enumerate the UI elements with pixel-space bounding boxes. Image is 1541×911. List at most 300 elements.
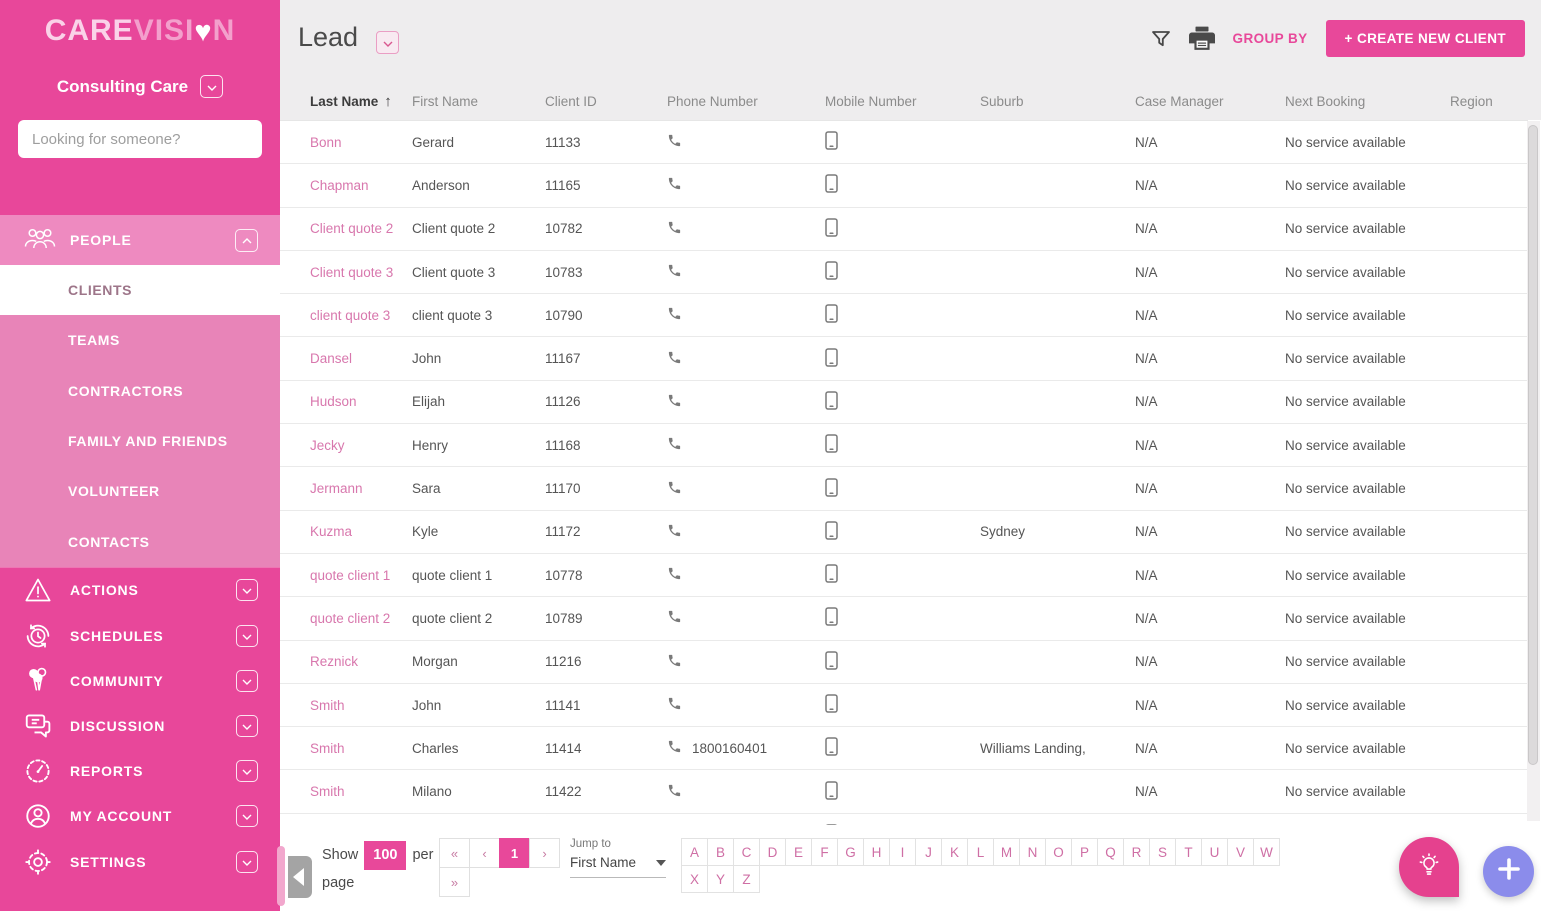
- cell-phone: [667, 566, 825, 584]
- alphabet-filter-u[interactable]: U: [1201, 838, 1228, 866]
- logo-text-visi: VISI: [133, 14, 195, 47]
- cell-next_booking: No service available: [1285, 134, 1406, 150]
- client-last-name-link[interactable]: Jermann: [310, 481, 363, 497]
- create-new-client-button[interactable]: + CREATE NEW CLIENT: [1326, 20, 1525, 57]
- phone-icon[interactable]: [667, 350, 682, 368]
- sidebar-item-contractors[interactable]: [0, 366, 280, 416]
- phone-icon[interactable]: [667, 393, 682, 411]
- sidebar-scrollbar-thumb[interactable]: [277, 846, 285, 906]
- column-header-last_name[interactable]: [310, 93, 412, 110]
- alphabet-filter-s[interactable]: S: [1149, 838, 1176, 866]
- cell-phone: [667, 480, 825, 498]
- logo-text-care: CARE: [44, 14, 134, 47]
- alphabet-filter-e[interactable]: E: [785, 838, 812, 866]
- cell-case_manager: N/A: [1135, 177, 1158, 193]
- cell-case_manager: N/A: [1135, 654, 1158, 670]
- phone-icon[interactable]: [667, 220, 682, 238]
- cell-case_manager: N/A: [1135, 437, 1158, 453]
- mobile-icon[interactable]: [825, 348, 838, 370]
- cell-mobile: [825, 174, 980, 196]
- chevron-down-icon: [242, 627, 252, 645]
- sidebar-item-label: MY ACCOUNT: [70, 808, 173, 825]
- cell-mobile: [825, 348, 980, 370]
- sidebar-item-teams[interactable]: [0, 315, 280, 365]
- page-1-button[interactable]: 1: [499, 838, 530, 868]
- alphabet-filter-z[interactable]: Z: [733, 865, 760, 893]
- previous-page-button[interactable]: ‹: [469, 838, 500, 868]
- column-header-label: Suburb: [980, 93, 1024, 109]
- mobile-icon[interactable]: [825, 261, 838, 283]
- expand-section-button[interactable]: [236, 805, 258, 827]
- cell-client_id: 11414: [545, 740, 582, 756]
- phone-icon[interactable]: [667, 263, 682, 281]
- group-by-button[interactable]: GROUP BY: [1232, 31, 1308, 46]
- table-row[interactable]: [280, 424, 1528, 467]
- lead-view-dropdown-button[interactable]: [376, 31, 399, 54]
- client-last-name-link[interactable]: Hudson: [310, 394, 357, 410]
- mobile-icon[interactable]: [825, 434, 838, 456]
- chevron-up-icon: [242, 231, 252, 249]
- cell-first_name: Henry: [412, 437, 449, 453]
- cell-next_booking: No service available: [1285, 784, 1406, 800]
- client-last-name-link[interactable]: Smith: [310, 697, 345, 713]
- alphabet-filter-c[interactable]: C: [733, 838, 760, 866]
- cell-client_id: 11172: [545, 524, 581, 540]
- expand-section-button[interactable]: [236, 851, 258, 873]
- sidebar-item-label: SETTINGS: [70, 853, 147, 870]
- cell-phone: [667, 609, 825, 627]
- plus-icon: [1497, 857, 1521, 886]
- sidebar-item-label: COMMUNITY: [70, 672, 164, 689]
- alphabet-filter-o[interactable]: O: [1045, 838, 1072, 866]
- cell-next_booking: No service available: [1285, 264, 1406, 280]
- account-icon: [22, 800, 54, 832]
- cell-first_name: John: [412, 697, 442, 713]
- cell-client_id: 11126: [545, 394, 581, 410]
- sidebar-item-volunteer[interactable]: [0, 466, 280, 516]
- organisation-dropdown-button[interactable]: [200, 75, 223, 98]
- column-header-label: Mobile Number: [825, 93, 917, 109]
- cell-case_manager: N/A: [1135, 784, 1158, 800]
- cell-mobile: [825, 218, 980, 240]
- warning-icon: [22, 574, 54, 606]
- cell-mobile: [825, 564, 980, 586]
- cell-phone: [667, 133, 825, 151]
- jump-to-value: First Name: [570, 855, 637, 870]
- alphabet-filter-m[interactable]: M: [993, 838, 1020, 866]
- cell-client_id: 11216: [545, 654, 582, 670]
- sidebar-item-reports[interactable]: [0, 749, 280, 794]
- sidebar-menu: [0, 567, 280, 884]
- mobile-icon[interactable]: [825, 651, 838, 673]
- cell-last_name: [310, 481, 412, 496]
- cell-phone: [667, 436, 825, 454]
- pager: [440, 839, 570, 897]
- cell-mobile: [825, 131, 980, 153]
- table-row[interactable]: [280, 554, 1528, 597]
- mobile-icon[interactable]: [825, 478, 838, 500]
- cell-mobile: [825, 391, 980, 413]
- cell-last_name: [310, 438, 412, 453]
- cell-case_manager: N/A: [1135, 740, 1158, 756]
- cell-next_booking: No service available: [1285, 177, 1406, 193]
- table-row[interactable]: [280, 641, 1528, 684]
- sidebar: [0, 0, 280, 911]
- phone-icon[interactable]: [667, 566, 682, 584]
- cell-next_booking: No service available: [1285, 654, 1406, 670]
- mobile-icon[interactable]: [825, 131, 838, 153]
- phone-number-value: 1800160401: [692, 740, 768, 756]
- cell-client_id: 11141: [545, 697, 581, 713]
- client-last-name-link[interactable]: Reznick: [310, 654, 359, 670]
- carevision-logo: [0, 14, 280, 49]
- cell-case_manager: N/A: [1135, 307, 1158, 323]
- mobile-icon[interactable]: [825, 304, 838, 326]
- alphabet-filter-h[interactable]: H: [863, 838, 890, 866]
- phone-icon[interactable]: [667, 739, 682, 757]
- table-row[interactable]: [280, 251, 1528, 294]
- lightbulb-icon: [1415, 851, 1443, 884]
- phone-icon[interactable]: [667, 609, 682, 627]
- client-last-name-link[interactable]: Client quote 3: [310, 264, 394, 280]
- phone-icon[interactable]: [667, 133, 682, 151]
- page-title: Lead: [298, 22, 359, 52]
- help-tips-button[interactable]: [1399, 837, 1459, 897]
- phone-icon[interactable]: [667, 480, 682, 498]
- jump-to-control: [570, 838, 666, 878]
- filter-icon[interactable]: [1151, 29, 1171, 49]
- cell-phone: [667, 263, 825, 281]
- cell-case_manager: N/A: [1135, 697, 1158, 713]
- phone-icon[interactable]: [667, 306, 682, 324]
- mobile-icon[interactable]: [825, 737, 838, 759]
- mobile-icon[interactable]: [825, 391, 838, 413]
- add-button[interactable]: [1483, 846, 1534, 897]
- per-page-label: per page: [322, 847, 434, 891]
- cell-next_booking: No service available: [1285, 221, 1406, 237]
- cell-last_name: [310, 394, 412, 409]
- client-last-name-link[interactable]: Client quote 2: [310, 221, 394, 237]
- cell-case_manager: N/A: [1135, 524, 1158, 540]
- alphabet-filter-a[interactable]: A: [681, 838, 708, 866]
- cell-mobile: [825, 651, 980, 673]
- cell-last_name: [310, 611, 412, 626]
- sidebar-item-label: SCHEDULES: [70, 627, 164, 644]
- phone-icon[interactable]: [667, 783, 682, 801]
- cell-mobile: [825, 304, 980, 326]
- client-last-name-link[interactable]: Dansel: [310, 351, 353, 367]
- sidebar-collapse-handle[interactable]: [288, 856, 312, 898]
- client-last-name-link[interactable]: Chapman: [310, 177, 369, 193]
- cell-next_booking: No service available: [1285, 697, 1406, 713]
- cell-phone: [667, 220, 825, 238]
- heart-icon: ♥: [194, 16, 213, 48]
- cell-mobile: [825, 521, 980, 543]
- column-header-case_manager[interactable]: [1135, 94, 1285, 109]
- chevron-down-icon: [383, 34, 393, 52]
- alphabet-filter-p[interactable]: P: [1071, 838, 1098, 866]
- first-page-button[interactable]: «: [439, 838, 470, 868]
- alphabet-filter-l[interactable]: L: [967, 838, 994, 866]
- search-input[interactable]: [18, 120, 262, 158]
- table-row[interactable]: [280, 511, 1528, 554]
- cell-first_name: quote client 1: [412, 567, 493, 583]
- mobile-icon[interactable]: [825, 521, 838, 543]
- sidebar-item-settings[interactable]: [0, 839, 280, 884]
- cell-last_name: [310, 741, 412, 756]
- column-header-suburb[interactable]: [980, 94, 1135, 109]
- cell-first_name: Kyle: [412, 524, 439, 540]
- table-row[interactable]: [280, 381, 1528, 424]
- sidebar-item-my-account[interactable]: [0, 794, 280, 839]
- cell-next_booking: No service available: [1285, 307, 1406, 323]
- sidebar-item-label: DISCUSSION: [70, 717, 166, 734]
- column-header-phone[interactable]: [667, 94, 825, 109]
- table-row[interactable]: [280, 294, 1528, 337]
- mobile-icon[interactable]: [825, 607, 838, 629]
- sidebar-item-community[interactable]: [0, 658, 280, 703]
- sidebar-item-label: PEOPLE: [70, 232, 132, 248]
- phone-icon[interactable]: [667, 436, 682, 454]
- cell-mobile: [825, 737, 980, 759]
- cell-first_name: Client quote 3: [412, 264, 496, 280]
- sidebar-item-schedules[interactable]: [0, 613, 280, 658]
- next-page-button[interactable]: ›: [529, 838, 560, 868]
- mobile-icon[interactable]: [825, 218, 838, 240]
- column-header-label: Phone Number: [667, 93, 758, 109]
- alphabet-filter-g[interactable]: G: [837, 838, 864, 866]
- phone-icon[interactable]: [667, 696, 682, 714]
- client-last-name-link[interactable]: Smith: [310, 740, 345, 756]
- table-scrollbar-thumb[interactable]: [1528, 125, 1538, 765]
- table-header-row: [280, 82, 1528, 120]
- people-submenu: [0, 265, 280, 567]
- column-header-label: Case Manager: [1135, 93, 1224, 109]
- alphabet-filter-t[interactable]: T: [1175, 838, 1202, 866]
- cell-last_name: [310, 524, 412, 539]
- cell-first_name: Sara: [412, 481, 441, 497]
- expand-section-button[interactable]: [236, 670, 258, 692]
- client-last-name-link[interactable]: Kuzma: [310, 524, 353, 540]
- column-header-label: Next Booking: [1285, 93, 1366, 109]
- cell-phone: [667, 350, 825, 368]
- table-scrollbar-track[interactable]: [1527, 121, 1540, 821]
- client-last-name-link[interactable]: quote client 1: [310, 567, 391, 583]
- client-last-name-link[interactable]: quote client 2: [310, 610, 391, 626]
- alphabet-filter-y[interactable]: Y: [707, 865, 734, 893]
- column-header-label: Region: [1450, 93, 1493, 109]
- cell-phone: [667, 696, 825, 714]
- alphabet-filter-q[interactable]: Q: [1097, 838, 1124, 866]
- alphabet-filter-n[interactable]: N: [1019, 838, 1046, 866]
- cell-client_id: 10789: [545, 610, 583, 626]
- phone-icon[interactable]: [667, 653, 682, 671]
- sidebar-item-label: CLIENTS: [68, 282, 133, 299]
- column-header-label: Last Name: [310, 93, 379, 109]
- column-header-mobile[interactable]: [825, 94, 980, 109]
- mobile-icon[interactable]: [825, 564, 838, 586]
- triangle-left-icon: [293, 868, 304, 886]
- pagination-footer: [280, 825, 1541, 911]
- cell-first_name: client quote 3: [412, 307, 493, 323]
- table-row[interactable]: [280, 208, 1528, 251]
- settings-icon: [22, 846, 54, 878]
- show-label: Show: [322, 847, 359, 863]
- jump-to-select[interactable]: [570, 855, 666, 878]
- cell-last_name: [310, 654, 412, 669]
- cell-client_id: 10790: [545, 307, 583, 323]
- column-header-label: Client ID: [545, 93, 597, 109]
- sort-ascending-icon[interactable]: ↑: [384, 92, 392, 110]
- logo-text-n: N: [212, 14, 236, 47]
- schedule-icon: [22, 620, 54, 652]
- chevron-down-icon: [242, 762, 252, 780]
- sidebar-item-label: TEAMS: [68, 332, 120, 349]
- column-header-label: First Name: [412, 93, 479, 109]
- cell-mobile: [825, 434, 980, 456]
- cell-next_booking: No service available: [1285, 567, 1406, 583]
- expand-section-button[interactable]: [236, 715, 258, 737]
- cell-client_id: 11165: [545, 177, 581, 193]
- cell-client_id: 10783: [545, 264, 583, 280]
- cell-client_id: 10782: [545, 221, 583, 237]
- table-row[interactable]: [280, 597, 1528, 640]
- cell-last_name: [310, 135, 412, 150]
- cell-last_name: [310, 568, 412, 583]
- cell-phone: [667, 739, 825, 757]
- cell-client_id: 10778: [545, 567, 583, 583]
- table-row[interactable]: [280, 121, 1528, 164]
- sidebar-item-family-and-friends[interactable]: [0, 416, 280, 466]
- alphabet-filter-x[interactable]: X: [681, 865, 708, 893]
- cell-case_manager: N/A: [1135, 567, 1158, 583]
- table-row[interactable]: [280, 337, 1528, 380]
- alphabet-filter-r[interactable]: R: [1123, 838, 1150, 866]
- sidebar-item-actions[interactable]: [0, 568, 280, 613]
- expand-section-button[interactable]: [236, 625, 258, 647]
- sidebar-item-label: FAMILY AND FRIENDS: [68, 433, 228, 450]
- sidebar-item-clients[interactable]: [0, 265, 280, 315]
- sidebar-item-label: VOLUNTEER: [68, 483, 160, 500]
- sidebar-item-label: REPORTS: [70, 763, 144, 780]
- table-row[interactable]: [280, 770, 1528, 813]
- cell-mobile: [825, 607, 980, 629]
- client-last-name-link[interactable]: Jecky: [310, 437, 345, 453]
- collapse-section-button[interactable]: [235, 229, 258, 252]
- expand-section-button[interactable]: [236, 760, 258, 782]
- cell-case_manager: N/A: [1135, 221, 1158, 237]
- jump-to-label: Jump to: [570, 838, 611, 850]
- people-icon: [22, 225, 58, 256]
- cell-phone: [667, 306, 825, 324]
- cell-first_name: Gerard: [412, 134, 455, 150]
- alphabet-filter-b[interactable]: B: [707, 838, 734, 866]
- client-last-name-link[interactable]: client quote 3: [310, 307, 391, 323]
- cell-first_name: quote client 2: [412, 610, 493, 626]
- cell-client_id: 11168: [545, 437, 581, 453]
- sidebar-item-label: CONTRACTORS: [68, 382, 184, 399]
- table-row[interactable]: [280, 164, 1528, 207]
- alphabet-filter-f[interactable]: F: [811, 838, 838, 866]
- cell-first_name: John: [412, 351, 442, 367]
- cell-next_booking: No service available: [1285, 740, 1406, 756]
- cell-next_booking: No service available: [1285, 351, 1406, 367]
- alphabet-filter-d[interactable]: D: [759, 838, 786, 866]
- print-icon[interactable]: [1189, 26, 1215, 51]
- cell-last_name: [310, 698, 412, 713]
- cell-phone: [667, 783, 825, 801]
- column-header-client_id[interactable]: [545, 94, 667, 109]
- mobile-icon[interactable]: [825, 174, 838, 196]
- client-last-name-link[interactable]: Smith: [310, 784, 345, 800]
- phone-icon[interactable]: [667, 523, 682, 541]
- cell-suburb: Williams Landing,: [980, 740, 1086, 756]
- expand-section-button[interactable]: [236, 579, 258, 601]
- cell-client_id: 11422: [545, 784, 582, 800]
- cell-last_name: [310, 221, 412, 236]
- chevron-down-icon: [242, 717, 252, 735]
- cell-mobile: [825, 694, 980, 716]
- table-row[interactable]: [280, 727, 1528, 770]
- alphabet-filter-i[interactable]: I: [889, 838, 916, 866]
- cell-last_name: [310, 308, 412, 323]
- sidebar-item-discussion[interactable]: [0, 703, 280, 748]
- cell-first_name: Milano: [412, 784, 452, 800]
- cell-next_booking: No service available: [1285, 524, 1406, 540]
- mobile-icon[interactable]: [825, 694, 838, 716]
- mobile-icon[interactable]: [825, 781, 838, 803]
- column-header-region[interactable]: [1450, 94, 1528, 109]
- alphabet-filter: [682, 839, 1288, 893]
- table-row[interactable]: [280, 467, 1528, 510]
- cell-next_booking: No service available: [1285, 481, 1406, 497]
- column-header-first_name[interactable]: [412, 94, 545, 109]
- cell-first_name: Anderson: [412, 177, 470, 193]
- chevron-down-icon: [242, 853, 252, 871]
- client-last-name-link[interactable]: Bonn: [310, 134, 342, 150]
- cell-mobile: [825, 261, 980, 283]
- last-page-button[interactable]: »: [439, 867, 470, 897]
- cell-case_manager: N/A: [1135, 134, 1158, 150]
- cell-suburb: Sydney: [980, 524, 1026, 540]
- cell-case_manager: N/A: [1135, 481, 1158, 497]
- alphabet-filter-w[interactable]: W: [1253, 838, 1280, 866]
- sidebar-item-label: CONTACTS: [68, 533, 150, 550]
- alphabet-filter-v[interactable]: V: [1227, 838, 1254, 866]
- community-icon: [22, 665, 54, 697]
- table-body: [280, 120, 1528, 826]
- cell-mobile: [825, 781, 980, 803]
- chevron-down-icon: [242, 581, 252, 599]
- alphabet-filter-k[interactable]: K: [941, 838, 968, 866]
- alphabet-filter-j[interactable]: J: [915, 838, 942, 866]
- sidebar-item-people[interactable]: [0, 215, 280, 265]
- sidebar-item-contacts[interactable]: [0, 516, 280, 566]
- cell-case_manager: N/A: [1135, 610, 1158, 626]
- cell-client_id: 11133: [545, 134, 581, 150]
- cell-case_manager: N/A: [1135, 351, 1158, 367]
- phone-icon[interactable]: [667, 176, 682, 194]
- chevron-down-icon: [242, 672, 252, 690]
- reports-icon: [22, 755, 54, 787]
- sidebar-nav: [0, 215, 280, 884]
- cell-next_booking: No service available: [1285, 394, 1406, 410]
- cell-last_name: [310, 178, 412, 193]
- table-row[interactable]: [280, 684, 1528, 727]
- column-header-next_booking[interactable]: [1285, 94, 1450, 109]
- cell-first_name: Charles: [412, 740, 459, 756]
- page-size-value[interactable]: 100: [364, 841, 406, 870]
